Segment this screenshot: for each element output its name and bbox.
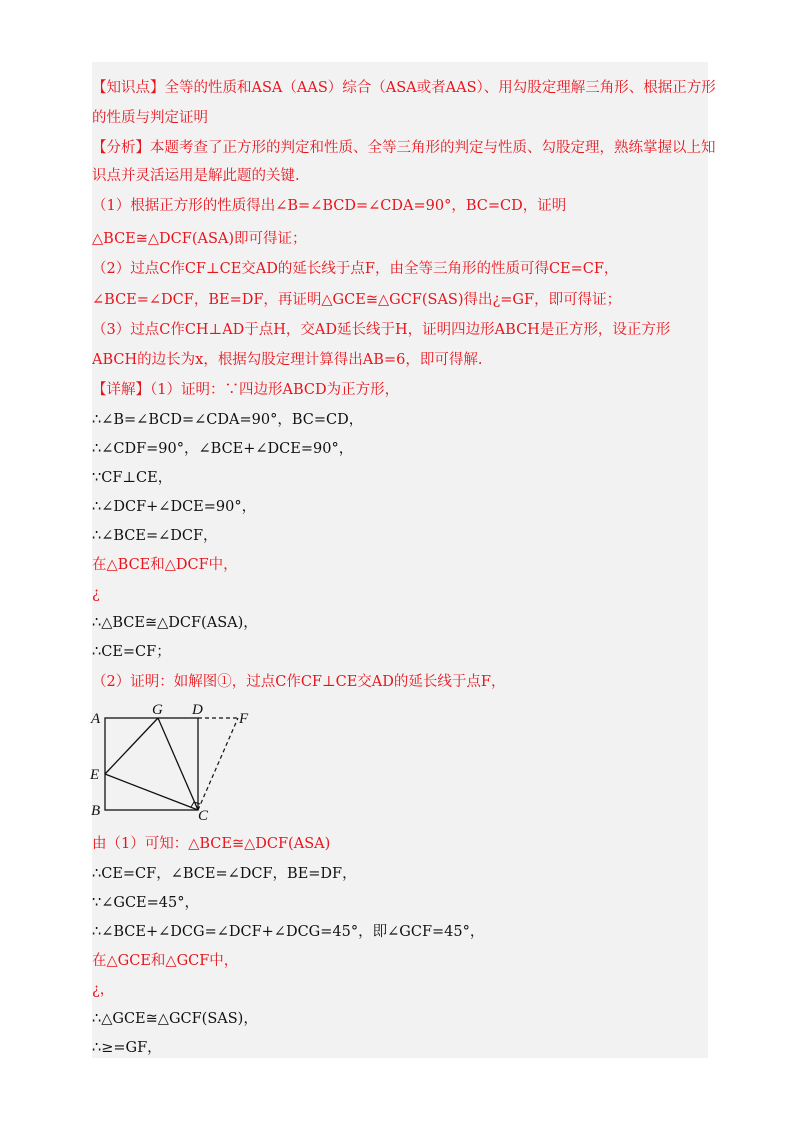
line-analysis-8: ABCH的边长为x，根据勾股定理计算得出AB=6，即可得解. <box>92 352 483 368</box>
line-detail-1: 【详解】（1）证明：∵四边形ABCD为正方形， <box>92 382 400 398</box>
line-detail-11: （2）证明：如解图①，过点C作CF⊥CE交AD的延长线于点F， <box>92 674 506 690</box>
line-detail-19: ∴≥=GF， <box>92 1040 162 1056</box>
line-detail-9: ∴△BCE≅△DCF(ASA)， <box>92 615 258 631</box>
line-detail-8: ¿ <box>92 586 100 602</box>
line-detail-17: ¿， <box>92 982 115 998</box>
label-g: G <box>152 702 163 718</box>
label-a: A <box>91 711 101 727</box>
segment-ge <box>105 718 158 774</box>
line-analysis-3: （1）根据正方形的性质得出∠B=∠BCD=∠CDA=90°，BC=CD，证明 <box>92 198 567 214</box>
label-c: C <box>198 808 209 824</box>
line-detail-14: ∵∠GCE=45°， <box>92 895 199 911</box>
line-analysis-5: （2）过点C作CF⊥CE交AD的延长线于点F，由全等三角形的性质可得CE=CF， <box>92 261 619 277</box>
geometry-figure <box>88 702 258 824</box>
line-detail-2: ∴∠B=∠BCD=∠CDA=90°，BC=CD， <box>92 412 364 428</box>
line-detail-15: ∴∠BCE+∠DCG=∠DCF+∠DCG=45°，即∠GCF=45°， <box>92 924 485 940</box>
segment-cf <box>198 718 238 810</box>
line-analysis-6: ∠BCE=∠DCF，BE=DF，再证明△GCE≅△GCF(SAS)得出¿=GF，即可得证； <box>92 292 622 308</box>
line-detail-4: ∵CF⊥CE， <box>92 470 173 486</box>
line-detail-13: ∴CE=CF，∠BCE=∠DCF，BE=DF， <box>92 866 357 882</box>
line-detail-10: ∴CE=CF； <box>92 644 171 660</box>
line-detail-5: ∴∠DCF+∠DCE=90°， <box>92 499 257 515</box>
label-b: B <box>91 803 101 819</box>
line-knowledge-2: 的性质与判定证明 <box>92 110 208 126</box>
line-analysis-1: 【分析】本题考查了正方形的判定和性质、全等三角形的判定与性质、勾股定理，熟练掌握以上知 <box>92 140 716 156</box>
line-detail-12: 由（1）可知：△BCE≅△DCF(ASA) <box>92 836 331 852</box>
line-knowledge-1: 【知识点】全等的性质和ASA（AAS）综合（ASA或者AAS）、用勾股定理解三角形、根据正方形 <box>92 80 716 96</box>
line-analysis-2: 识点并灵活运用是解此题的关键. <box>92 168 300 184</box>
label-e: E <box>90 767 100 783</box>
label-d: D <box>192 702 203 718</box>
line-detail-3: ∴∠CDF=90°，∠BCE+∠DCE=90°， <box>92 441 354 457</box>
square-abcd <box>105 718 198 810</box>
label-f: F <box>239 711 249 727</box>
line-detail-16: 在△GCE和△GCF中， <box>92 953 239 969</box>
line-detail-18: ∴△GCE≅△GCF(SAS)， <box>92 1011 258 1027</box>
line-analysis-4: △BCE≅△DCF(ASA)即可得证； <box>92 231 307 247</box>
line-analysis-7: （3）过点C作CH⊥AD于点H，交AD延长线于H，证明四边形ABCH是正方形，设正方形 <box>92 322 671 338</box>
line-detail-7: 在△BCE和△DCF中， <box>92 557 238 573</box>
line-detail-6: ∴∠BCE=∠DCF， <box>92 528 218 544</box>
